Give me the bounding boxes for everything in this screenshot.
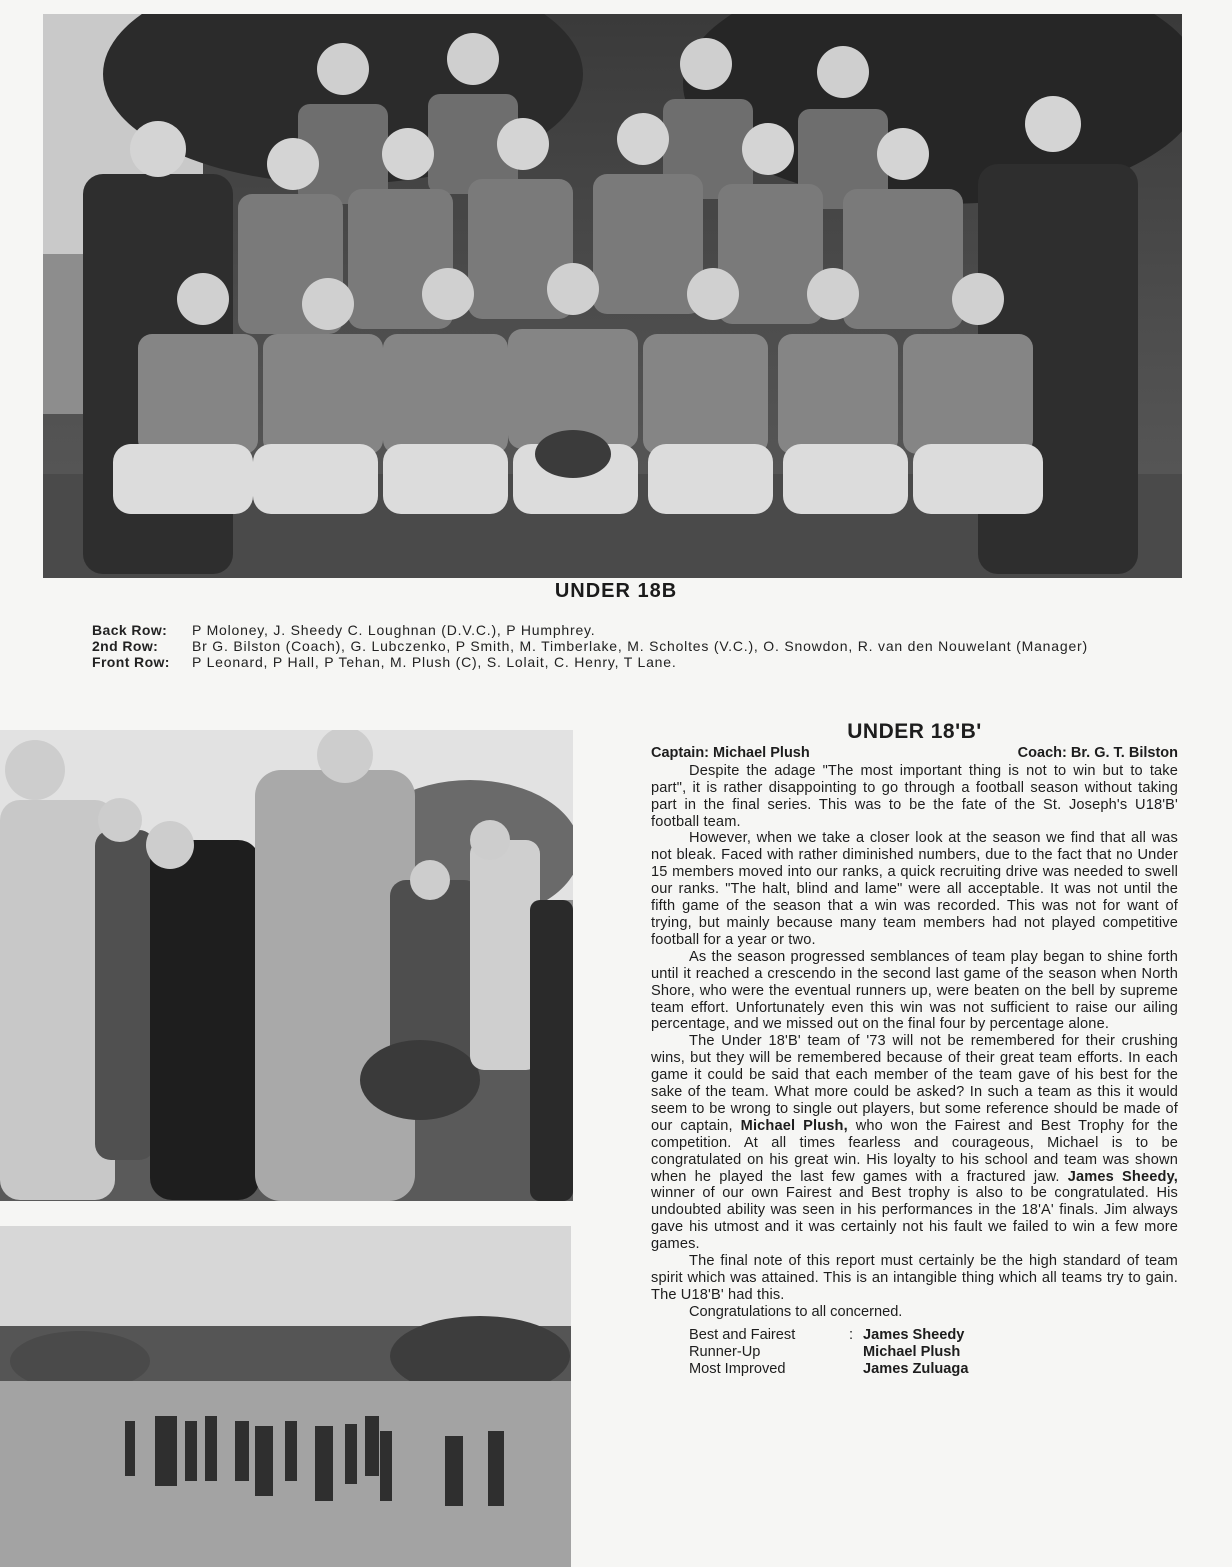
paragraph: However, when we take a closer look at the season we find that all was not bleak. Faced with rather diminished numbers, due to the fact that no Under 15 members moved into our ranks, a quick recruiting drive was needed to swell our ranks. "The halt, blind and lame" were all acceptable. It was not until the fifth game of the season that a win was recorded. This was not for want of trying, but mainly because many team members had not played competitive football for a year or two. xyxy=(651,830,1178,948)
award-winner: James Zuluaga xyxy=(863,1360,969,1377)
article-title: UNDER 18'B' xyxy=(847,720,982,743)
award-winner: Michael Plush xyxy=(863,1343,961,1360)
team-roster xyxy=(92,622,1152,670)
award-separator xyxy=(849,1361,863,1378)
team-report-article xyxy=(651,720,1178,1377)
player-name: Michael Plush, xyxy=(740,1117,848,1134)
awards-list xyxy=(689,1327,1178,1378)
team-photo xyxy=(43,14,1182,578)
match-action-photo xyxy=(0,730,573,1201)
captain-line: Captain: Michael Plush xyxy=(651,744,810,761)
roster-row-front xyxy=(92,654,1152,670)
field-photo xyxy=(0,1226,571,1567)
roster-names: P Leonard, P Hall, P Tehan, M. Plush (C), S. Lolait, C. Henry, T Lane. xyxy=(192,654,677,670)
paragraph xyxy=(651,1033,1178,1253)
paragraph: Despite the adage "The most important thing is not to win but to take part", it is rather disappointing to go through a football season without taking part in the final series. This was to be the fate of the St. Joseph's U18'B' football team. xyxy=(651,762,1178,830)
award-separator xyxy=(849,1344,863,1361)
award-separator: : xyxy=(849,1326,854,1343)
roster-row-back xyxy=(92,622,1152,638)
paragraph-text: The Under 18'B' team of '73 will not be remembered for their crushing wins, but they will be remembered because of their great team efforts. In each game it could be said that each member of the team gave of his best for the sake of the team. What more could be asked? In such a team as this it would seem to be wrong to single out players, but some reference should be made of our captain, xyxy=(651,1033,1178,1134)
roster-names: Br G. Bilston (Coach), G. Lubczenko, P Smith, M. Timberlake, M. Scholtes (V.C.), O. Snowdon, R. van den Nouwelant (Manager) xyxy=(192,638,1088,654)
award-label: Most Improved xyxy=(689,1360,786,1377)
roster-row-second xyxy=(92,638,1152,654)
article-meta xyxy=(651,745,1178,762)
paragraph: As the season progressed semblances of team play began to shine forth until it reached a crescendo in the second last game of the season when North Shore, who were the eventual runners up, were beaten on the bell by supreme team effort. Unfortunately even this win was not sufficient to raise our ailing percentage, and we missed out on the final four by percentage alone. xyxy=(651,948,1178,1033)
paragraph-text: winner of our own Fairest and Best trophy is also to be congratulated. His undoubted ability was seen in his performances in the 18'A' finals. Jim always gave his utmost and it was certainly not his fault we failed to win a few more games. xyxy=(651,1185,1178,1253)
award-label: Best and Fairest xyxy=(689,1326,796,1343)
roster-label: 2nd Row: xyxy=(92,638,159,654)
coach-line: Coach: Br. G. T. Bilston xyxy=(1017,744,1178,761)
roster-label: Back Row: xyxy=(92,622,168,638)
player-name: James Sheedy, xyxy=(1067,1168,1178,1185)
photo-caption-title: UNDER 18B xyxy=(554,580,678,602)
paragraph: The final note of this report must certainly be the high standard of team spirit which was attained. This is an intangible thing which all teams try to gain. The U18'B' had this. xyxy=(651,1253,1178,1303)
paragraph-text: who won the Fairest and Best Trophy for the competition. At all times fearless and courageous, Michael is to be congratulated on his great win. His loyalty to his school and team was shown when he played the last few games with a fractured jaw. xyxy=(651,1117,1178,1185)
award-winner: James Sheedy xyxy=(863,1326,965,1343)
closing-line: Congratulations to all concerned. xyxy=(689,1303,903,1320)
roster-label: Front Row: xyxy=(92,654,170,670)
roster-names: P Moloney, J. Sheedy C. Loughnan (D.V.C.), P Humphrey. xyxy=(192,622,596,638)
award-label: Runner-Up xyxy=(689,1343,761,1360)
